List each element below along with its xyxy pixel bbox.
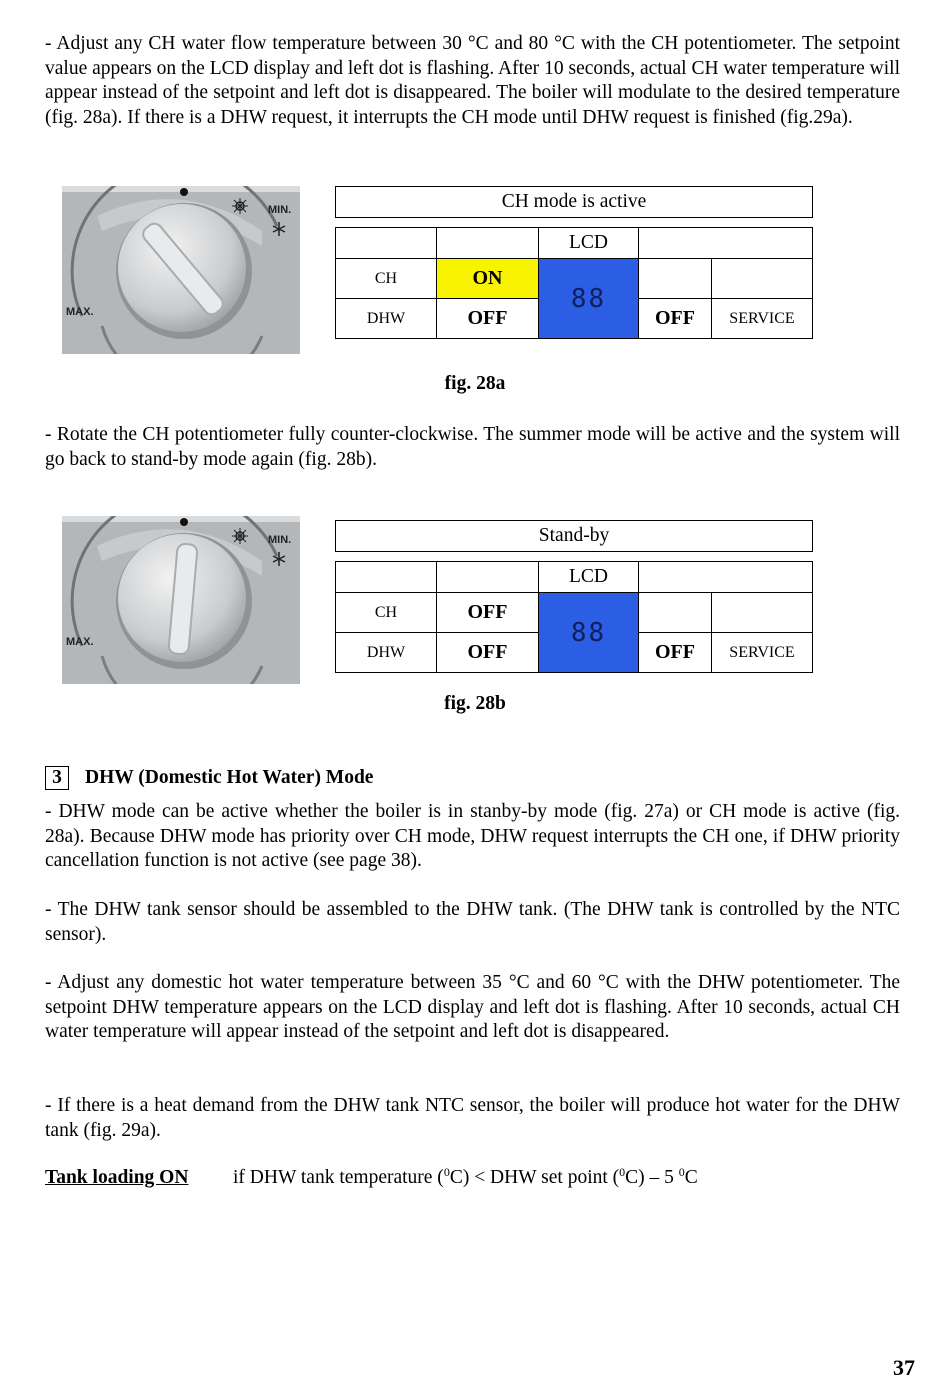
paragraph-text: - Rotate the CH potentiometer fully counter-clockwise. The summer mode will be active and the system will go back to stand-by mode again (fig. 28b). bbox=[45, 424, 900, 470]
dhw-label: DHW bbox=[336, 299, 437, 339]
figure-caption-28a: fig. 28a bbox=[444, 373, 506, 394]
paragraph-heat-demand bbox=[45, 1094, 900, 1143]
section-number: 3 bbox=[45, 766, 69, 790]
ch-label: CH bbox=[336, 259, 437, 299]
mode-title: Stand-by bbox=[335, 520, 813, 552]
tank-loading-label: Tank loading ON bbox=[45, 1167, 189, 1188]
section-title: DHW (Domestic Hot Water) Mode bbox=[85, 767, 374, 788]
lcd-header: LCD bbox=[539, 228, 639, 259]
paragraph-dhw-adjust bbox=[45, 971, 900, 1045]
paragraph-text: - DHW mode can be active whether the boiler is in stanby-by mode (fig. 27a) or CH mode is active (fig. 28a). Because DHW mode has priority over CH mode, DHW request interrupts the CH one, if DHW priority cancellation function is not active (see page 38). bbox=[45, 801, 900, 871]
ch-potentiometer-photo-28a bbox=[62, 186, 300, 354]
paragraph-text: - If there is a heat demand from the DHW tank NTC sensor, the boiler will produce hot water for the DHW tank (fig. 29a). bbox=[45, 1095, 900, 1141]
ch-potentiometer-photo-28b bbox=[62, 516, 300, 684]
paragraph-text: - Adjust any domestic hot water temperature between 35 °C and 60 °C with the DHW potentiometer. The setpoint DHW temperature appears on the LCD display and left dot is flashing. After 10 seconds, actual CH water temperature will appear instead of the setpoint and left dot is disappeared. bbox=[45, 972, 900, 1042]
min-label: MIN. bbox=[268, 534, 292, 546]
paragraph-tank-sensor bbox=[45, 898, 900, 947]
section-heading bbox=[45, 766, 373, 790]
ch-state: OFF bbox=[437, 593, 539, 633]
dhw-state: OFF bbox=[437, 299, 539, 339]
max-label: MAX. bbox=[66, 306, 94, 318]
lcd-digits: 88 bbox=[570, 617, 607, 648]
lcd-table bbox=[335, 561, 813, 673]
service-label: SERVICE bbox=[712, 633, 813, 673]
lcd-header: LCD bbox=[539, 562, 639, 593]
right-state: OFF bbox=[639, 633, 712, 673]
paragraph-text: - Adjust any CH water flow temperature between 30 °C and 80 °C with the CH potentiometer. The setpoint value appears on the LCD display and left dot is flashing. After 10 seconds, actual CH water temperature will appear instead of the setpoint and left dot is disappeared. The boiler will modulate to the desired temperature (fig. 28a). If there is a DHW request, it interrupts the CH mode until DHW request is finished (fig.29a). bbox=[45, 33, 900, 128]
lcd-digits: 88 bbox=[570, 283, 607, 314]
service-label: SERVICE bbox=[712, 299, 813, 339]
paragraph-rotate bbox=[45, 423, 900, 472]
lcd-display bbox=[539, 593, 639, 673]
mode-title: CH mode is active bbox=[335, 186, 813, 218]
dhw-state: OFF bbox=[437, 633, 539, 673]
paragraph-dhw-mode bbox=[45, 800, 900, 874]
tank-loading-rule: Tank loading ON if DHW tank temperature ($^0$C) < DHW set point ($^0$C) – 5 $^0$C bbox=[45, 1165, 698, 1188]
lcd-display bbox=[539, 259, 639, 339]
paragraph-text: - The DHW tank sensor should be assembled to the DHW tank. (The DHW tank is controlled by the NTC sensor). bbox=[45, 899, 900, 945]
max-label: MAX. bbox=[66, 636, 94, 648]
min-label: MIN. bbox=[268, 204, 292, 216]
lcd-table bbox=[335, 227, 813, 339]
sun-icon bbox=[232, 528, 248, 544]
dhw-label: DHW bbox=[336, 633, 437, 673]
figure-caption-28b: fig. 28b bbox=[444, 693, 506, 714]
ch-label: CH bbox=[336, 593, 437, 633]
page-number: 37 bbox=[893, 1355, 915, 1380]
paragraph-ch-adjust bbox=[45, 32, 900, 130]
right-state: OFF bbox=[639, 299, 712, 339]
ch-state: ON bbox=[437, 259, 539, 299]
sun-icon bbox=[232, 198, 248, 214]
